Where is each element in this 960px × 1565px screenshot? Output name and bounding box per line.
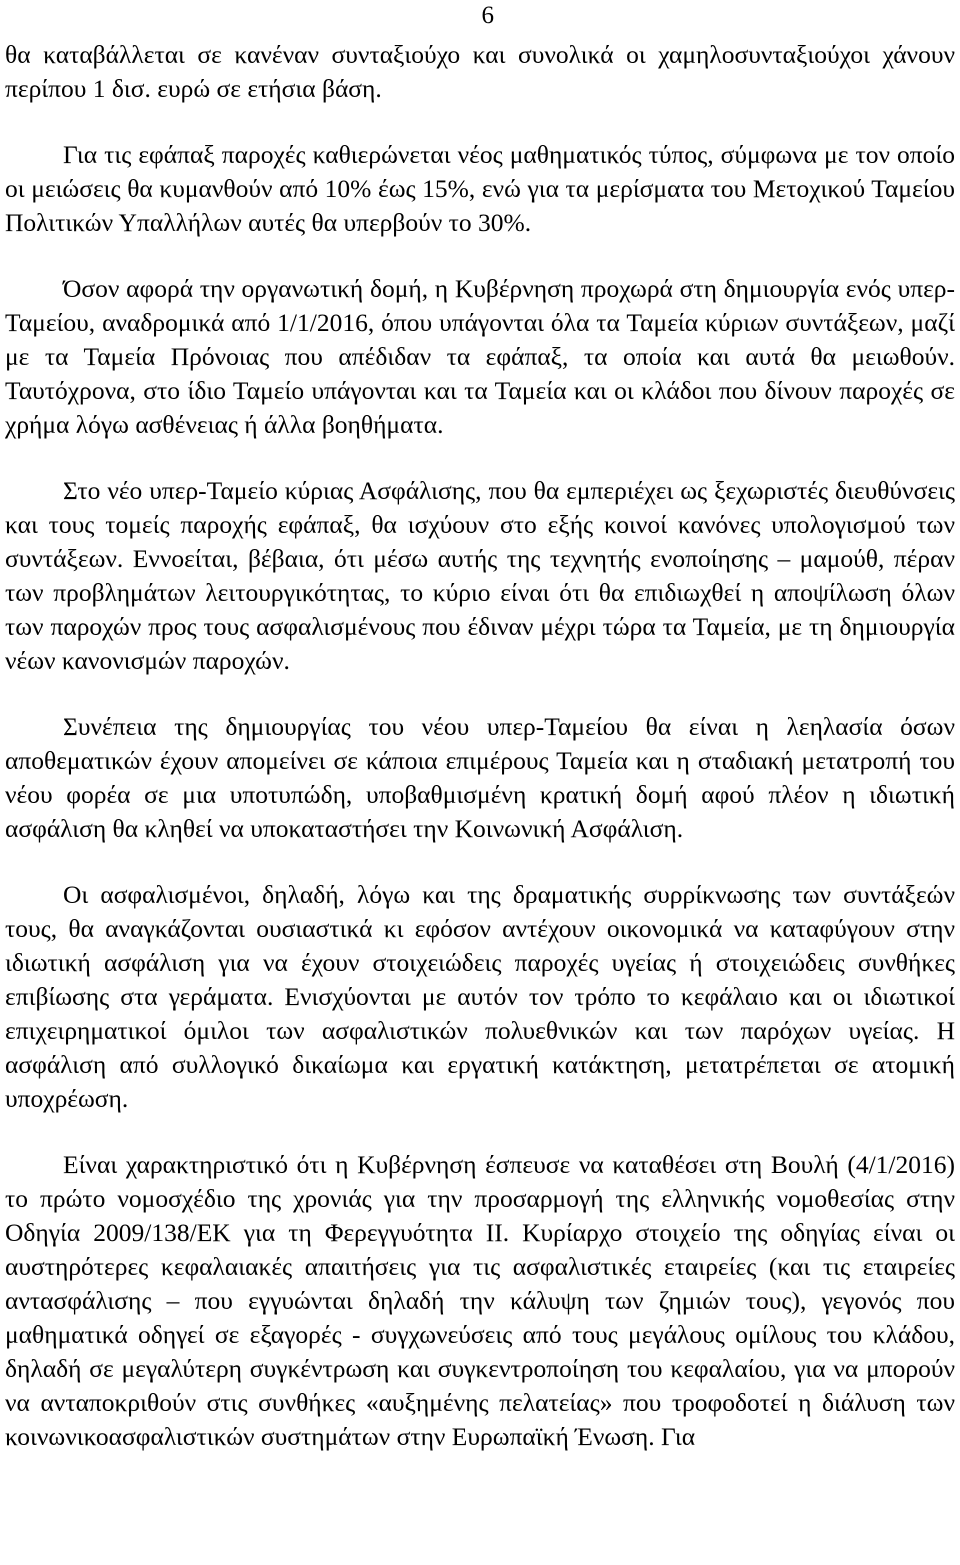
paragraph-3: Όσον αφορά την οργανωτική δομή, η Κυβέρνηση προχωρά στη δημιουργία ενός υπερ-Ταμείου, αναδρομικά από 1/1/2016, όπου υπάγονται όλα τα Ταμεία κύριων συντάξεων, μαζί με τα Ταμεία Πρόνοιας που απέδιδαν τα εφάπαξ, τα οποία και αυτά θα μειωθούν. Ταυτόχρονα, στο ίδιο Ταμείο υπάγονται και τα Ταμεία και οι κλάδοι που δίνουν παροχές σε χρήμα λόγω ασθένειας ή άλλα βοηθήματα. [5,274,955,439]
paragraph-5: Συνέπεια της δημιουργίας του νέου υπερ-Ταμείου θα είναι η λεηλασία όσων αποθεματικών έχουν απομείνει σε κάποια επιμέρους Ταμεία και η σταδιακή μετατροπή του νέου φορέα σε μια υποτυπώδη, υποβαθμισμένη κρατική δομή αφού πλέον η ιδιωτική ασφάλιση θα κληθεί να υποκαταστήσει την Κοινωνική Ασφάλιση. [5,712,955,843]
paragraph-7: Είναι χαρακτηριστικό ότι η Κυβέρνηση έσπευσε να καταθέσει στη Βουλή (4/1/2016) το πρώτο νομοσχέδιο της χρονιάς για την προσαρμογή της ελληνικής νομοθεσίας στην Οδηγία 2009/138/ΕΚ για τη Φερεγγυότητα ΙΙ. Κυρίαρχο στοιχείο της οδηγίας είναι οι αυστηρότερες κεφαλαιακές απαιτήσεις για τις ασφαλιστικές εταιρείες (και τις εταιρείες αντασφάλισης – που εγγυώνται δηλαδή την κάλυψη των ζημιών τους), γεγονός που μαθηματικά οδηγεί σε εξαγορές - συγχωνεύσεις από τους μεγάλους ομίλους του κλάδου, δηλαδή σε μεγαλύτερη συγκέντρωση και συγκεντροποίηση του κεφαλαίου, για να μπορούν να ανταποκριθούν στις συνθήκες «αυξημένης πελατείας» που τροφοδοτεί η διάλυση των κοινωνικοασφαλιστικών συστημάτων στην Ευρωπαϊκή Ένωση. Για [5,1150,955,1451]
body-text [5,38,955,1454]
page-number: 6 [481,2,494,29]
paragraph-1: θα καταβάλλεται σε κανέναν συνταξιούχο και συνολικά οι χαμηλοσυνταξιούχοι χάνουν περίπου 1 δισ. ευρώ σε ετήσια βάση. [5,40,955,103]
paragraph-2: Για τις εφάπαξ παροχές καθιερώνεται νέος μαθηματικός τύπος, σύμφωνα με τον οποίο οι μειώσεις θα κυμανθούν από 10% έως 15%, ενώ για τα μερίσματα του Μετοχικού Ταμείου Πολιτικών Υπαλλήλων αυτές θα υπερβούν το 30%. [5,140,955,237]
paragraph-4: Στο νέο υπερ-Ταμείο κύριας Ασφάλισης, που θα εμπεριέχει ως ξεχωριστές διευθύνσεις και τους τομείς παροχής εφάπαξ, θα ισχύουν στο εξής κοινοί κανόνες υπολογισμού των συντάξεων. Εννοείται, βέβαια, ότι μέσω αυτής της τεχνητής ενοποίησης – μαμούθ, πέραν των προβλημάτων λειτουργικότητας, το κύριο είναι ότι θα επιδιωχθεί η αποψίλωση όλων των παροχών προς τους ασφαλισμένους που έδιναν μέχρι τώρα τα Ταμεία, με τη δημιουργία νέων κανονισμών παροχών. [5,476,955,675]
paragraph-6: Οι ασφαλισμένοι, δηλαδή, λόγω και της δραματικής συρρίκνωσης των συντάξεών τους, θα αναγκάζονται ουσιαστικά κι εφόσον αντέχουν οικονομικά να καταφύγουν στην ιδιωτική ασφάλιση για να έχουν στοιχειώδεις παροχές υγείας ή στοιχειώδεις συνθήκες επιβίωσης στα γεράματα. Ενισχύονται με αυτόν τον τρόπο το κεφάλαιο και οι ιδιωτικοί επιχειρηματικοί όμιλοι των ασφαλιστικών πολυεθνικών και των παρόχων υγείας. Η ασφάλιση από συλλογικό δικαίωμα και εργατική κατάκτηση, μετατρέπεται σε ατομική υποχρέωση. [5,880,955,1113]
